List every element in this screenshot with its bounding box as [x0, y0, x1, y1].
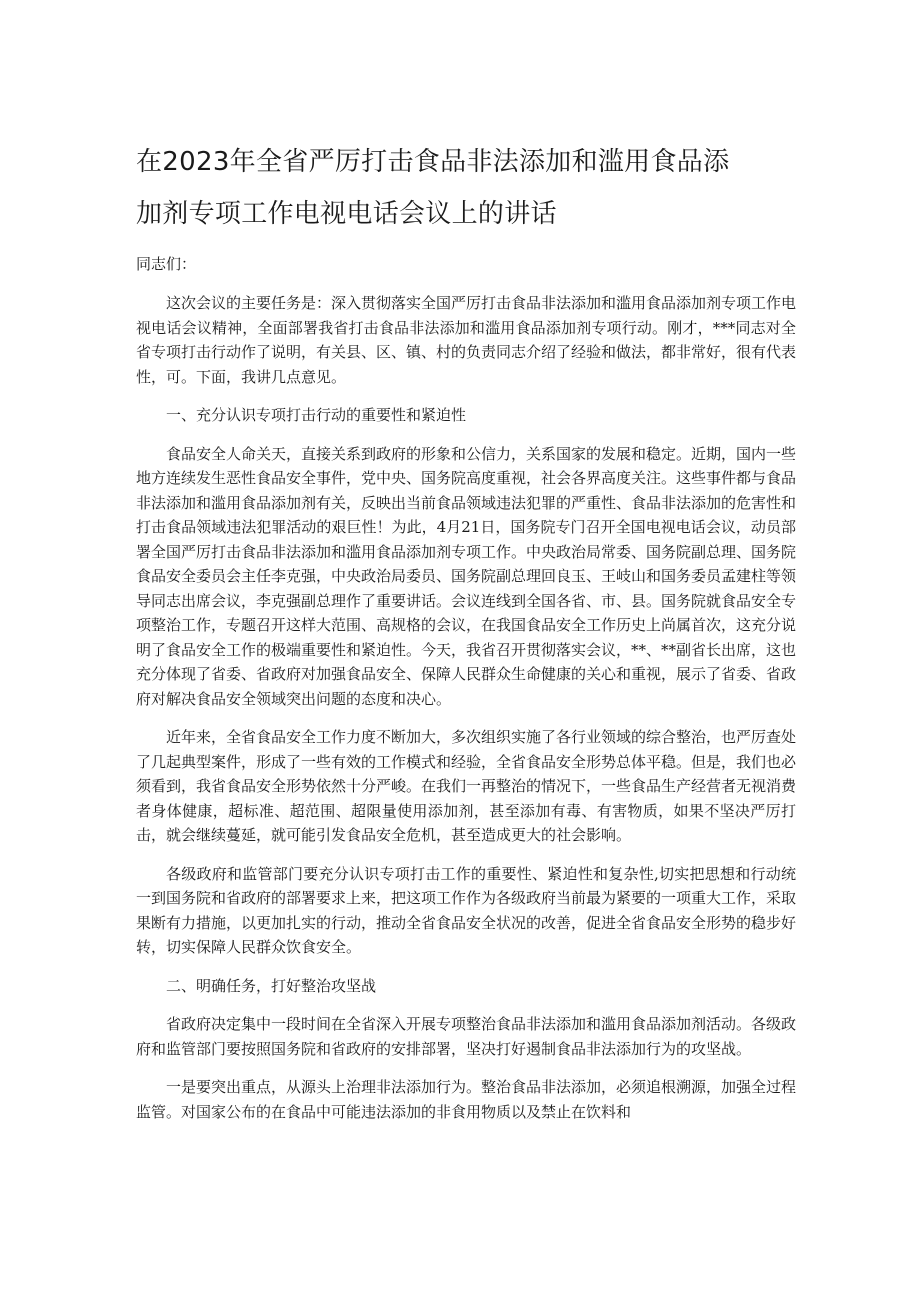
title-line-1: 在2023年全省严厉打击食品非法添加和滥用食品添 — [136, 147, 730, 177]
section-2-paragraph-1: 省政府决定集中一段时间在全省深入开展专项整治食品非法添加和滥用食品添加剂活动。各级政府和监管部门要按照国务院和省政府的安排部署，坚决打好遏制食品非法添加行为的攻坚战。 — [136, 1015, 797, 1058]
document-title — [136, 140, 760, 236]
salutation: 同志们： — [136, 255, 197, 273]
section-1-heading: 一、充分认识专项打击行动的重要性和紧迫性 — [166, 406, 467, 424]
intro-paragraph: 这次会议的主要任务是：深入贯彻落实全国严厉打击食品非法添加和滥用食品添加剂专项工作电视电话会议精神，全面部署我省打击食品非法添加和滥用食品添加剂专项行动。刚才，***同志对全省专项打击行动作了说明，有关县、区、镇、村的负责同志介绍了经验和做法，都非常好，很有代表性，可。下面，我讲几点意见。 — [136, 294, 797, 386]
section-1-paragraph-1: 食品安全人命关天，直接关系到政府的形象和公信力，关系国家的发展和稳定。近期，国内一些地方连续发生恶性食品安全事件，党中央、国务院高度重视，社会各界高度关注。这些事件都与食品非法添加和滥用食品添加剂有关，反映出当前食品领域违法犯罪的严重性、食品非法添加的危害性和打击食品领域违法犯罪活动的艰巨性！为此，4月21日，国务院专门召开全国电视电话会议，动员部署全国严厉打击食品非法添加和滥用食品添加剂专项工作。中央政治局常委、国务院副总理、国务院食品安全委员会主任李克强，中央政治局委员、国务院副总理回良玉、王岐山和国务委员孟建柱等领导同志出席会议，李克强副总理作了重要讲话。会议连线到全国各省、市、县。国务院就食品安全专项整治工作，专题召开这样大范围、高规格的会议，在我国食品安全工作历史上尚属首次，这充分说明了食品安全工作的极端重要性和紧迫性。今天，我省召开贯彻落实会议，**、**副省长出席，这也充分体现了省委、省政府对加强食品安全、保障人民群众生命健康的关心和重视，展示了省委、省政府对解决食品安全领域突出问题的态度和决心。 — [136, 444, 797, 708]
section-1-paragraph-2: 近年来，全省食品安全工作力度不断加大，多次组织实施了各行业领域的综合整治，也严厉查处了几起典型案件，形成了一些有效的工作模式和经验，全省食品安全形势总体平稳。但是，我们也必须看到，我省食品安全形势依然十分严峻。在我们一再整治的情况下，一些食品生产经营者无视消费者身体健康，超标准、超范围、超限量使用添加剂，甚至添加有毒、有害物质，如果不坚决严厉打击，就会继续蔓延，就可能引发食品安全危机，甚至造成更大的社会影响。 — [136, 728, 797, 844]
section-1-paragraph-3: 各级政府和监管部门要充分认识专项打击工作的重要性、紧迫性和复杂性,切实把思想和行动统一到国务院和省政府的部署要求上来，把这项工作作为各级政府当前最为紧要的一项重大工作，采取果断有力措施，以更加扎实的行动，推动全省食品安全状况的改善，促进全省食品安全形势的稳步好转，切实保障人民群众饮食安全。 — [136, 864, 797, 956]
section-2-heading: 二、明确任务，打好整治攻坚战 — [166, 976, 377, 995]
title-line-2: 加剂专项工作电视电话会议上的讲话 — [136, 199, 557, 229]
section-2-paragraph-2: 一是要突出重点，从源头上治理非法添加行为。整治食品非法添加，必须追根溯源，加强全过程监管。对国家公布的在食品中可能违法添加的非食用物质以及禁止在饮料和 — [136, 1078, 797, 1121]
document-page — [136, 140, 796, 1138]
